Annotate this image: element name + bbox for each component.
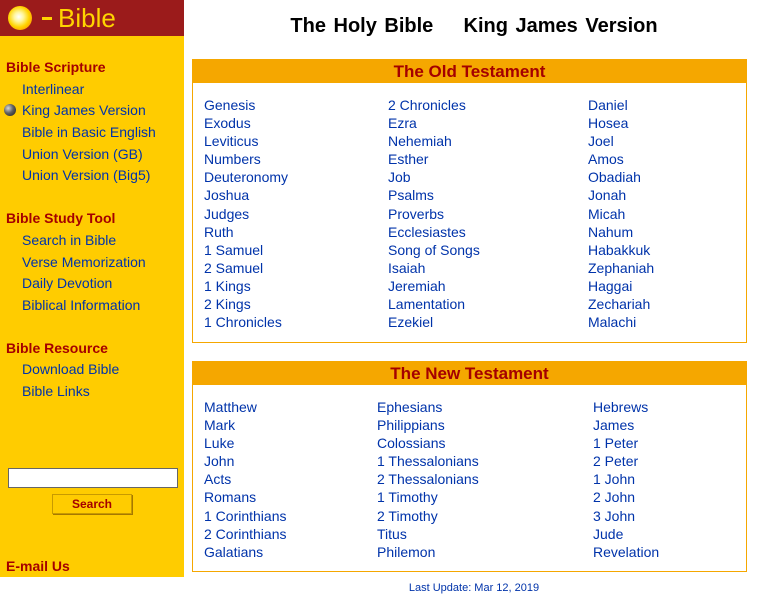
book-link[interactable]: Matthew (204, 399, 257, 415)
book-link[interactable]: 2 Thessalonians (377, 471, 479, 488)
sidebar-item-interlinear[interactable]: Interlinear (22, 81, 85, 97)
book-link[interactable]: Malachi (588, 314, 637, 331)
search-input[interactable] (8, 468, 178, 488)
book-link[interactable]: Leviticus (204, 133, 259, 150)
book-link[interactable]: Joel (588, 133, 614, 150)
logo-text: Bible (58, 3, 116, 33)
nt-column-2 (377, 398, 479, 561)
section-bible-resource: Bible Resource (6, 340, 108, 356)
book-link[interactable]: 1 Thessalonians (377, 453, 479, 470)
book-link[interactable]: 2 John (593, 489, 636, 506)
book-link[interactable]: James (593, 417, 635, 434)
book-link[interactable]: 1 John (593, 471, 636, 488)
ot-column-1 (204, 96, 288, 331)
book-link[interactable]: 3 John (593, 507, 636, 524)
book-link[interactable]: Esther (388, 151, 429, 168)
book-link[interactable]: Judges (204, 205, 250, 222)
book-link[interactable]: Ruth (204, 223, 234, 240)
book-link[interactable]: Zechariah (588, 296, 651, 313)
sidebar-item-search-in-bible[interactable]: Search in Bible (22, 232, 117, 248)
logo-dash (42, 17, 52, 20)
book-link[interactable]: Deuteronomy (204, 169, 289, 186)
book-link[interactable]: Proverbs (388, 205, 445, 222)
nt-column-3 (593, 398, 659, 561)
old-testament-panel (192, 59, 747, 343)
sidebar-item-union-version-big5[interactable]: Union Version (Big5) (22, 167, 151, 183)
book-link[interactable]: Jeremiah (388, 277, 446, 294)
book-link[interactable]: Habakkuk (588, 241, 651, 258)
sidebar-item-union-version-gb[interactable]: Union Version (GB) (22, 146, 143, 162)
sidebar-item-verse-memorization[interactable]: Verse Memorization (22, 254, 146, 270)
book-link[interactable]: Hebrews (593, 399, 649, 415)
book-link[interactable]: 2 Timothy (377, 507, 438, 524)
book-link[interactable]: 1 Corinthians (204, 507, 287, 524)
new-testament-panel (192, 361, 747, 572)
book-link[interactable]: 1 Timothy (377, 489, 438, 506)
title-kjv: King James Version (463, 15, 658, 37)
last-update: Last Update: Mar 12, 2019 (408, 582, 540, 594)
sidebar-item-king-james-version[interactable]: King James Version (22, 102, 146, 118)
book-link[interactable]: Isaiah (388, 259, 426, 276)
book-link[interactable]: Obadiah (588, 169, 641, 186)
book-link[interactable]: 1 Samuel (204, 241, 264, 258)
book-link[interactable]: Revelation (593, 543, 660, 560)
book-link[interactable]: Haggai (588, 277, 633, 294)
book-link[interactable]: 2 Samuel (204, 259, 264, 276)
title-holy-bible: The Holy Bible (290, 15, 434, 37)
sidebar-item-bible-links[interactable]: Bible Links (22, 383, 90, 399)
book-link[interactable]: Zephaniah (588, 259, 655, 276)
book-link[interactable]: Philippians (377, 417, 445, 434)
book-link[interactable]: Micah (588, 205, 626, 222)
book-link[interactable]: Ezra (388, 115, 417, 132)
book-link[interactable]: Genesis (204, 97, 256, 113)
sidebar (0, 0, 184, 577)
sidebar-item-daily-devotion[interactable]: Daily Devotion (22, 275, 113, 291)
sidebar-item-biblical-information[interactable]: Biblical Information (22, 297, 141, 313)
book-link[interactable]: Song of Songs (388, 241, 480, 258)
book-link[interactable]: Nehemiah (388, 133, 452, 150)
book-link[interactable]: Exodus (204, 115, 251, 132)
book-link[interactable]: Amos (588, 151, 624, 168)
book-link[interactable]: 2 Kings (204, 296, 251, 313)
book-link[interactable]: 2 Corinthians (204, 525, 287, 542)
book-link[interactable]: John (204, 453, 235, 470)
section-bible-scripture: Bible Scripture (6, 59, 106, 75)
sun-icon (8, 6, 32, 30)
current-bullet-icon (4, 104, 16, 116)
book-link[interactable]: Ephesians (377, 399, 443, 415)
book-link[interactable]: Numbers (204, 151, 261, 168)
book-link[interactable]: Galatians (204, 543, 264, 560)
book-link[interactable]: Nahum (588, 223, 634, 240)
book-link[interactable]: Ezekiel (388, 314, 434, 331)
book-link[interactable]: 1 Peter (593, 435, 639, 452)
page-title (185, 15, 763, 38)
book-link[interactable]: Romans (204, 489, 257, 506)
book-link[interactable]: Philemon (377, 543, 436, 560)
new-testament-header: The New Testament (193, 362, 746, 385)
book-link[interactable]: Job (388, 169, 411, 186)
book-link[interactable]: Daniel (588, 97, 628, 113)
ot-column-2 (388, 96, 480, 331)
section-bible-study-tool: Bible Study Tool (6, 210, 116, 226)
book-link[interactable]: Jude (593, 525, 624, 542)
book-link[interactable]: Acts (204, 471, 232, 488)
book-link[interactable]: Titus (377, 525, 407, 542)
book-link[interactable]: 2 Peter (593, 453, 639, 470)
email-us-link[interactable]: E-mail Us (6, 558, 70, 574)
book-link[interactable]: Psalms (388, 187, 434, 204)
ot-column-3 (588, 96, 654, 331)
logo[interactable] (0, 0, 184, 36)
book-link[interactable]: 1 Chronicles (204, 314, 282, 331)
book-link[interactable]: Jonah (588, 187, 627, 204)
book-link[interactable]: 2 Chronicles (388, 97, 466, 113)
book-link[interactable]: Joshua (204, 187, 250, 204)
book-link[interactable]: Hosea (588, 115, 629, 132)
book-link[interactable]: Lamentation (388, 296, 466, 313)
sidebar-item-bible-in-basic-english[interactable]: Bible in Basic English (22, 124, 156, 140)
book-link[interactable]: 1 Kings (204, 277, 251, 294)
book-link[interactable]: Luke (204, 435, 235, 452)
book-link[interactable]: Mark (204, 417, 236, 434)
old-testament-header: The Old Testament (193, 60, 746, 83)
search-button[interactable]: Search (52, 494, 132, 514)
nt-column-1 (204, 398, 287, 561)
book-link[interactable]: Ecclesiastes (388, 223, 466, 240)
sidebar-item-download-bible[interactable]: Download Bible (22, 361, 120, 377)
book-link[interactable]: Colossians (377, 435, 446, 452)
